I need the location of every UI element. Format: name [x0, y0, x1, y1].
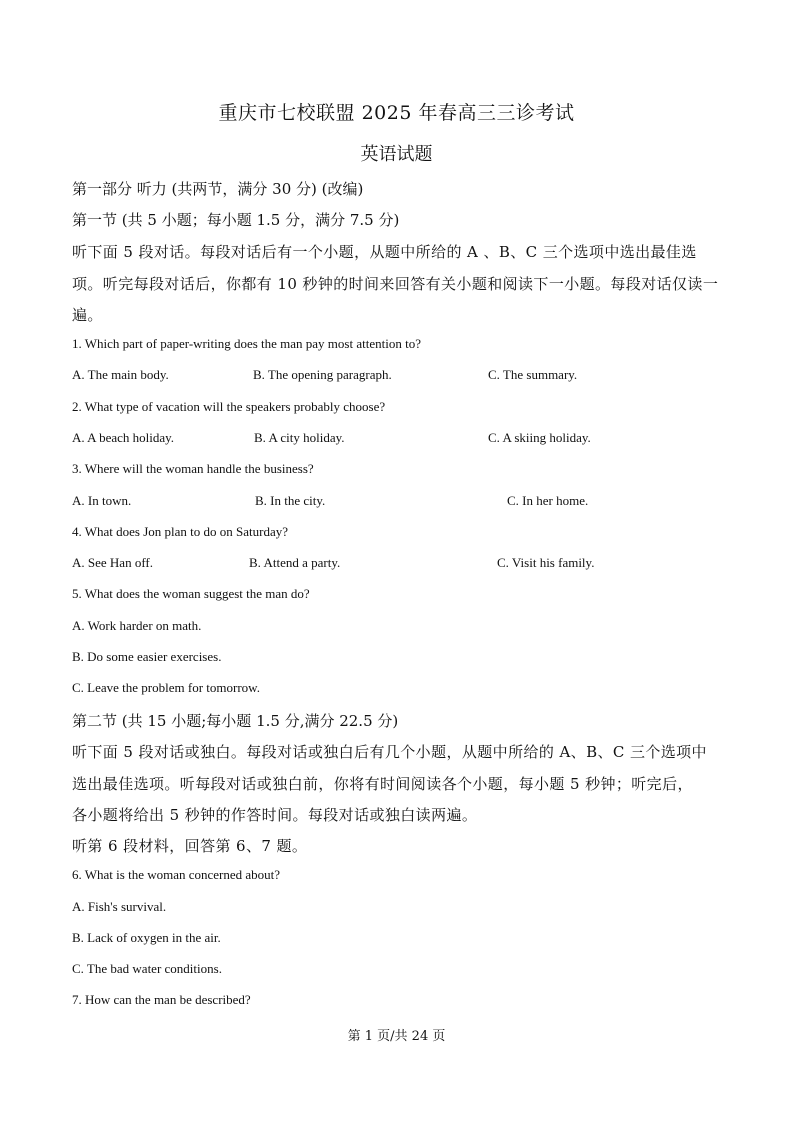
option-c: C. In her home.	[507, 493, 589, 508]
section1-instruction-line: 遍。	[72, 306, 103, 324]
option-a: A. In town.	[72, 493, 132, 508]
question-text: 2. What type of vacation will the speakers probably choose?	[72, 399, 386, 414]
question-text: 5. What does the woman suggest the man do?	[72, 586, 310, 601]
page-title: 重庆市七校联盟 2025 年春高三三诊考试	[218, 102, 575, 124]
section1-instruction-line: 项。听完每段对话后，你都有 10 秒钟的时间来回答有关小题和阅读下一小题。每段对话仅读一	[72, 275, 719, 293]
section1-heading: 第一节 (共 5 小题；每小题 1.5 分，满分 7.5 分)	[72, 211, 400, 229]
question-text: 7. How can the man be described?	[72, 992, 251, 1007]
question-text: 4. What does Jon plan to do on Saturday?	[72, 524, 289, 539]
option-b: B. Do some easier exercises.	[72, 649, 222, 664]
group-intro: 听第 6 段材料，回答第 6、7 题。	[72, 837, 308, 855]
option-a: A. Work harder on math.	[72, 618, 202, 633]
page-subtitle: 英语试题	[360, 144, 433, 165]
question-text: 3. Where will the woman handle the business?	[72, 461, 314, 476]
option-a: A. A beach holiday.	[72, 430, 175, 445]
question-text: 1. Which part of paper-writing does the man pay most attention to?	[72, 336, 421, 351]
part1-heading: 第一部分 听力 (共两节，满分 30 分) (改编)	[72, 180, 364, 198]
option-c: C. The summary.	[488, 367, 578, 382]
section1-instruction-line: 听下面 5 段对话。每段对话后有一个小题，从题中所给的 A 、B、C 三个选项中选出最佳选	[72, 243, 697, 261]
option-c: C. The bad water conditions.	[72, 961, 222, 976]
section2-instruction-line: 听下面 5 段对话或独白。每段对话或独白后有几个小题，从题中所给的 A、B、C 三个选项中	[72, 743, 707, 761]
option-c: C. Visit his family.	[497, 555, 595, 570]
option-c: C. Leave the problem for tomorrow.	[72, 680, 260, 695]
section2-instruction-line: 各小题将给出 5 秒钟的作答时间。每段对话或独白读两遍。	[72, 806, 478, 824]
option-b: B. In the city.	[255, 493, 326, 508]
option-a: A. The main body.	[72, 367, 169, 382]
section2-heading: 第二节 (共 15 小题;每小题 1.5 分,满分 22.5 分)	[72, 712, 399, 730]
option-a: A. See Han off.	[72, 555, 153, 570]
option-b: B. The opening paragraph.	[253, 367, 392, 382]
option-b: B. A city holiday.	[254, 430, 345, 445]
page-number: 第 1 页/共 24 页	[347, 1029, 446, 1044]
option-b: B. Attend a party.	[249, 555, 341, 570]
option-a: A. Fish's survival.	[72, 899, 167, 914]
question-text: 6. What is the woman concerned about?	[72, 867, 281, 882]
section2-instruction-line: 选出最佳选项。听每段对话或独白前，你将有时间阅读各个小题，每小题 5 秒钟；听完后，	[72, 775, 693, 793]
option-c: C. A skiing holiday.	[488, 430, 591, 445]
option-b: B. Lack of oxygen in the air.	[72, 930, 221, 945]
